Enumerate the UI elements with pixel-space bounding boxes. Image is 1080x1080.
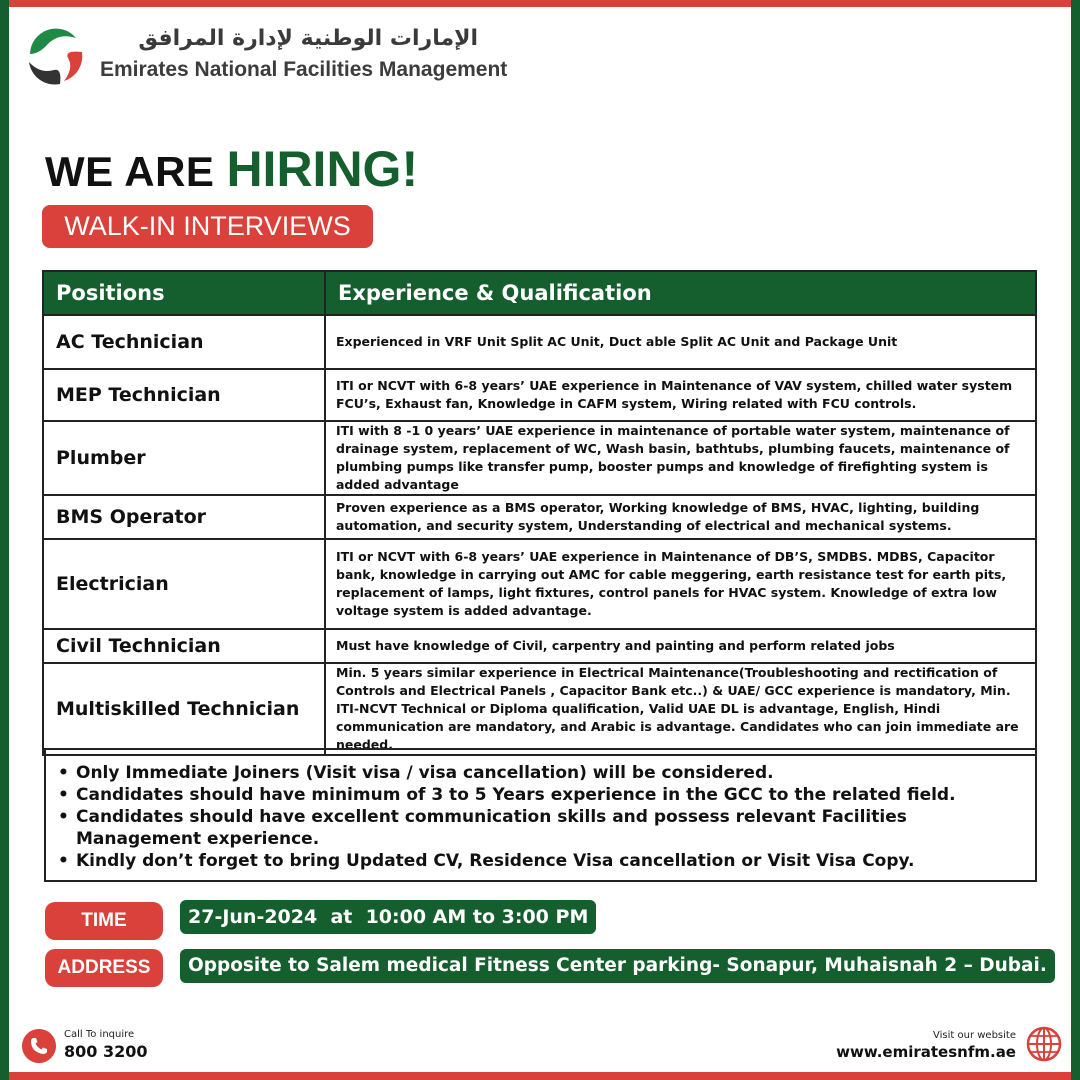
- table-row: [43, 495, 1036, 539]
- requirement-item: • Candidates should have minimum of 3 to 5 Years experience in the GCC to the related field.: [76, 784, 1005, 806]
- table-row: [43, 421, 1036, 495]
- position-name: BMS Operator: [43, 495, 325, 539]
- headline-prefix: WE ARE: [45, 148, 215, 195]
- frame-right-border: [1071, 0, 1080, 1080]
- requirements-list: [76, 762, 1005, 872]
- requirements-box: [44, 748, 1037, 882]
- table-row: [43, 539, 1036, 629]
- column-header-positions: Positions: [43, 271, 325, 315]
- phone-number[interactable]: 800 3200: [64, 1042, 148, 1061]
- brand-name-english: Emirates National Facilities Management: [100, 58, 508, 81]
- position-name: AC Technician: [43, 315, 325, 369]
- frame-bottom-border: [0, 1072, 1080, 1080]
- position-details: ITI with 8 -1 0 years’ UAE experience in maintenance of portable water system, maintenance of drainage system, replacement of WC, Wash basin, bathtubs, plumbing faucets, maintenance of plumbing pumps like transfer pump, booster pumps and knowledge of firefighting system is added advantage: [325, 421, 1036, 495]
- address-label: ADDRESS: [45, 949, 163, 987]
- position-details: ITI or NCVT with 6-8 years’ UAE experience in Maintenance of VAV system, chilled water system FCU’s, Exhaust fan, Knowledge in CAFM system, Wiring related with FCU controls.: [325, 369, 1036, 421]
- position-details: Min. 5 years similar experience in Electrical Maintenance(Troubleshooting and rectification of Controls and Electrical Panels , Capacitor Bank etc..) & UAE/ GCC experience is mandatory, Min. ITI-NCVT Technical or Diploma qualification, Valid UAE DL is advantage, English, Hindi communication are mandatory, and Arabic is advantage. Candidates who can join immediate are needed.: [325, 663, 1036, 755]
- position-details: Experienced in VRF Unit Split AC Unit, Duct able Split AC Unit and Package Unit: [325, 315, 1036, 369]
- table-row: [43, 629, 1036, 663]
- requirement-item: • Only Immediate Joiners (Visit visa / visa cancellation) will be considered.: [76, 762, 1005, 784]
- website-label: Visit our website: [933, 1030, 1016, 1041]
- headline-highlight: HIRING!: [226, 141, 419, 197]
- logo-icon: [24, 24, 88, 88]
- frame-top-border: [0, 0, 1080, 7]
- table-row: [43, 663, 1036, 755]
- requirement-item: • Kindly don’t forget to bring Updated CV, Residence Visa cancellation or Visit Visa Copy.: [76, 850, 1005, 872]
- walk-in-banner: WALK-IN INTERVIEWS: [42, 205, 373, 248]
- address-value: Opposite to Salem medical Fitness Center parking- Sonapur, Muhaisnah 2 – Dubai.: [180, 949, 1055, 983]
- headline: [45, 140, 418, 198]
- time-label: TIME: [45, 902, 163, 940]
- call-label: Call To inquire: [64, 1029, 135, 1040]
- position-details: Must have knowledge of Civil, carpentry and painting and perform related jobs: [325, 629, 1036, 663]
- requirement-item: • Candidates should have excellent communication skills and possess relevant Facilities Management experience.: [76, 806, 1005, 850]
- time-value: 27-Jun-2024 at 10:00 AM to 3:00 PM: [180, 900, 596, 934]
- globe-icon[interactable]: [1025, 1025, 1063, 1063]
- table-row: [43, 315, 1036, 369]
- position-name: Civil Technician: [43, 629, 325, 663]
- table-row: [43, 369, 1036, 421]
- column-header-experience: Experience & Qualification: [325, 271, 1036, 315]
- website-link[interactable]: www.emiratesnfm.ae: [836, 1043, 1016, 1061]
- position-details: ITI or NCVT with 6-8 years’ UAE experience in Maintenance of DB’S, SMDBS. MDBS, Capacitor bank, knowledge in carrying out AMC for cable meggering, earth resistance test for earth pits, replacement of lamps, light fixtures, control panels for HVAC system. Knowledge of extra low voltage system is added advantage.: [325, 539, 1036, 629]
- positions-table: [42, 270, 1037, 756]
- frame-left-border: [0, 0, 9, 1080]
- position-name: Plumber: [43, 421, 325, 495]
- table-header-row: [43, 271, 1036, 315]
- brand-name-arabic: الإمارات الوطنية لإدارة المرافق: [138, 26, 478, 51]
- phone-icon[interactable]: [22, 1029, 56, 1063]
- position-name: Electrician: [43, 539, 325, 629]
- position-details: Proven experience as a BMS operator, Working knowledge of BMS, HVAC, lighting, building automation, and security system, Understanding of electrical and mechanical systems.: [325, 495, 1036, 539]
- position-name: Multiskilled Technician: [43, 663, 325, 755]
- position-name: MEP Technician: [43, 369, 325, 421]
